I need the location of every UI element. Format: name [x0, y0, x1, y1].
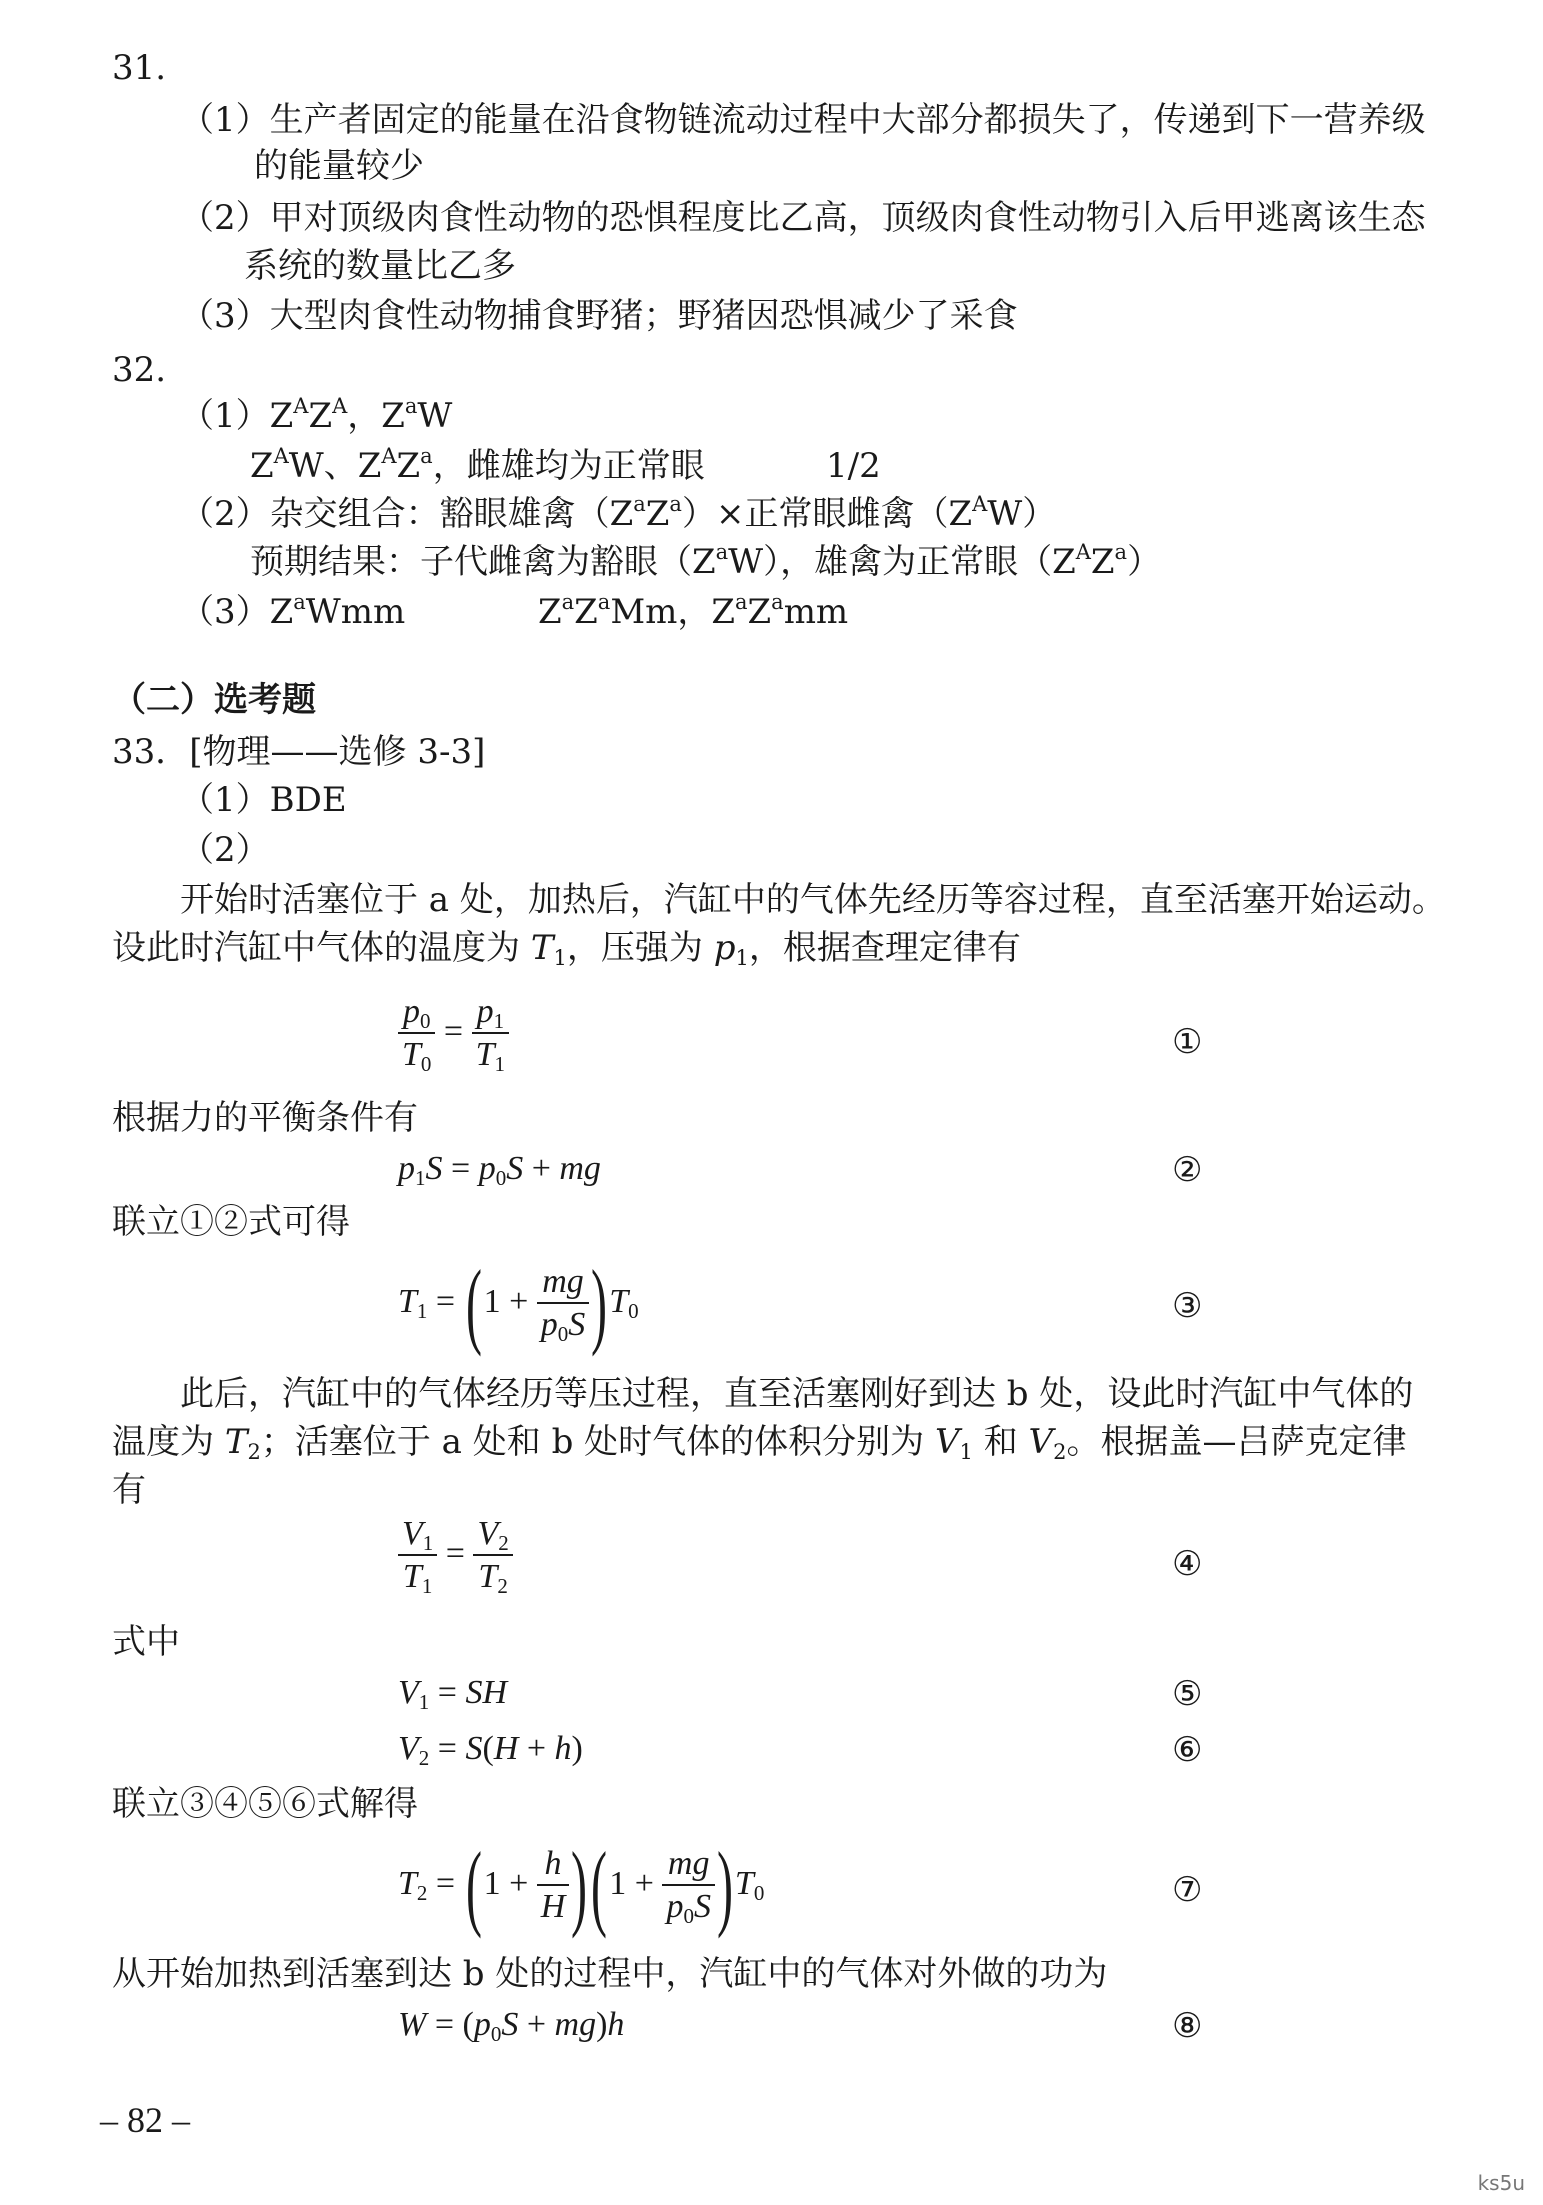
q33-part-1: （1）BDE	[180, 780, 347, 820]
q32-part-2-line2: 预期结果：子代雌禽为豁眼$(Z^aW)$，雄禽为正常眼$(Z^AZ^a)$	[250, 540, 1162, 582]
equation-5: $V_1$ = SH	[398, 1674, 508, 1714]
equation-7: $T_2 = (1$ + $\frac{h}{H}$ )(1 + $\frac{mg}{p_0S}$ )$T_0$	[398, 1832, 765, 1939]
q33-para2-line2: 温度为 $T_2$；活塞位于 a 处和 b 处时气体的体积分别为 $V_1$ 和 $V_2$。根据盖—吕萨克定律	[112, 1422, 1407, 1464]
q32-part-2-line1: （2）杂交组合：豁眼雄禽$(Z^aZ^a)\times$正常眼雌禽$(Z^AW)$	[180, 492, 1057, 534]
q31-answer-1-line1: （1）生产者固定的能量在沿食物链流动过程中大部分都损失了，传递到下一营养级	[180, 100, 1426, 140]
q33-title: 33．[物理——选修 3-3]	[112, 732, 486, 772]
equation-mark-7: ⑦	[1172, 1870, 1203, 1910]
force-balance-text: 根据力的平衡条件有	[112, 1098, 418, 1138]
equation-mark-6: ⑥	[1172, 1730, 1203, 1770]
equation-mark-8: ⑧	[1172, 2006, 1203, 2046]
watermark-logo: ks5u	[1477, 2171, 1525, 2195]
q32-part-3-b: $Z^aZ^aMm$，$Z^aZ^amm$	[538, 590, 849, 632]
where-text: 式中	[112, 1622, 180, 1662]
equation-mark-4: ④	[1172, 1544, 1203, 1584]
q32-part-1-line1: $(1)Z^AZ^A$，$Z^aW$	[180, 394, 453, 436]
q33-part-2: （2）	[180, 830, 270, 870]
equation-3: $T_1 = (1$ + $\frac{mg}{p_0S}$ )$T_0$	[398, 1250, 639, 1357]
equation-6: $V_2 = S(H + h)$	[398, 1730, 583, 1770]
q32-part-3-a: $(3)Z^aWmm$	[180, 590, 406, 632]
q33-para1-line1: 开始时活塞位于 a 处，加热后，汽缸中的气体先经历等容过程，直至活塞开始运动。	[180, 880, 1446, 920]
equation-mark-2: ②	[1172, 1150, 1203, 1190]
q32-part-1-line2: $Z^AW$、$Z^AZ^a$，雌雄均为正常眼	[250, 444, 705, 486]
work-text: 从开始加热到活塞到达 b 处的过程中，汽缸中的气体对外做的功为	[112, 1954, 1108, 1994]
q32-number: 32.	[112, 350, 167, 390]
q33-para2-line3: 有	[112, 1470, 146, 1510]
q31-answer-3: （3）大型肉食性动物捕食野猪；野猪因恐惧减少了采食	[180, 296, 1018, 336]
equation-8: $W = (p_0S + mg)h$	[398, 2006, 625, 2046]
page-number: – 82 –	[100, 2100, 190, 2140]
combine-3456-text: 联立③④⑤⑥式解得	[112, 1784, 418, 1824]
equation-mark-1: ①	[1172, 1022, 1203, 1062]
equation-mark-5: ⑤	[1172, 1674, 1203, 1714]
combine-1-2-text: 联立①②式可得	[112, 1202, 350, 1242]
q33-para1-line2: 设此时汽缸中气体的温度为 $T_1$，压强为 $p_1$，根据查理定律有	[112, 928, 1021, 970]
section-title: （二）选考题	[112, 680, 316, 720]
equation-2: $p_1S = p_0S$ + mg	[398, 1150, 601, 1190]
equation-1: $\frac{p_0}{T_0}$ = $\frac{p_1}{T_1}$	[398, 992, 509, 1076]
q31-answer-2-line1: （2）甲对顶级肉食性动物的恐惧程度比乙高，顶级肉食性动物引入后甲逃离该生态	[180, 198, 1426, 238]
q31-answer-2-line2: 系统的数量比乙多	[244, 246, 516, 286]
equation-4: $\frac{V_1}{T_1}$ = $\frac{V_2}{T_2}$	[398, 1514, 513, 1598]
q33-para2-line1: 此后，汽缸中的气体经历等压过程，直至活塞刚好到达 b 处，设此时汽缸中气体的	[180, 1374, 1414, 1414]
q31-number: 31.	[112, 48, 167, 88]
q32-ratio: 1/2	[826, 446, 881, 486]
equation-mark-3: ③	[1172, 1286, 1203, 1326]
q31-answer-1-line2: 的能量较少	[254, 146, 424, 186]
